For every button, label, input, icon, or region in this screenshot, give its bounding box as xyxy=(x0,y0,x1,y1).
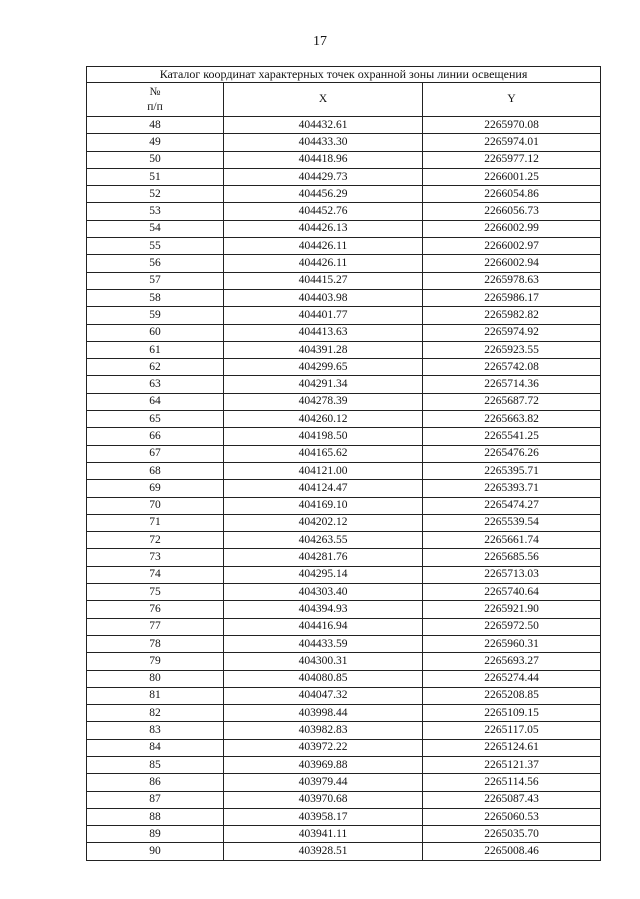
table-row xyxy=(87,238,601,255)
table-row xyxy=(87,324,601,341)
cell-x: 403970.68 xyxy=(224,791,423,808)
table-row xyxy=(87,705,601,722)
table-row xyxy=(87,376,601,393)
cell-number: 67 xyxy=(87,445,224,462)
cell-number: 48 xyxy=(87,117,224,134)
table-row xyxy=(87,843,601,860)
cell-number: 83 xyxy=(87,722,224,739)
cell-x: 404413.63 xyxy=(224,324,423,341)
cell-number: 51 xyxy=(87,168,224,185)
cell-x: 404260.12 xyxy=(224,411,423,428)
table-row xyxy=(87,808,601,825)
cell-y: 2266054.86 xyxy=(423,186,601,203)
cell-y: 2265035.70 xyxy=(423,826,601,843)
cell-y: 2265742.08 xyxy=(423,359,601,376)
cell-y: 2265393.71 xyxy=(423,480,601,497)
cell-x: 404416.94 xyxy=(224,618,423,635)
cell-number: 79 xyxy=(87,653,224,670)
cell-y: 2265970.08 xyxy=(423,117,601,134)
cell-y: 2265541.25 xyxy=(423,428,601,445)
cell-number: 85 xyxy=(87,756,224,773)
cell-number: 61 xyxy=(87,341,224,358)
cell-y: 2265986.17 xyxy=(423,289,601,306)
cell-x: 404202.12 xyxy=(224,514,423,531)
table-row xyxy=(87,186,601,203)
table-row xyxy=(87,791,601,808)
cell-number: 73 xyxy=(87,549,224,566)
header-number-line2: п/п xyxy=(147,100,163,113)
cell-y: 2265977.12 xyxy=(423,151,601,168)
table-row xyxy=(87,272,601,289)
cell-x: 404426.13 xyxy=(224,220,423,237)
cell-number: 68 xyxy=(87,462,224,479)
cell-x: 403998.44 xyxy=(224,705,423,722)
cell-number: 75 xyxy=(87,584,224,601)
table-row xyxy=(87,134,601,151)
cell-y: 2265740.64 xyxy=(423,584,601,601)
cell-number: 57 xyxy=(87,272,224,289)
cell-number: 59 xyxy=(87,307,224,324)
table-row xyxy=(87,462,601,479)
table-row xyxy=(87,203,601,220)
cell-number: 63 xyxy=(87,376,224,393)
cell-y: 2265693.27 xyxy=(423,653,601,670)
table-row xyxy=(87,341,601,358)
table-row xyxy=(87,756,601,773)
coordinates-table xyxy=(86,66,601,861)
table-row xyxy=(87,255,601,272)
cell-number: 90 xyxy=(87,843,224,860)
cell-number: 53 xyxy=(87,203,224,220)
cell-y: 2265960.31 xyxy=(423,635,601,652)
cell-x: 404291.34 xyxy=(224,376,423,393)
page-number: 17 xyxy=(313,34,327,49)
cell-x: 404121.00 xyxy=(224,462,423,479)
header-number-line1: № xyxy=(149,85,161,98)
cell-number: 54 xyxy=(87,220,224,237)
table-row xyxy=(87,480,601,497)
table-row xyxy=(87,307,601,324)
cell-number: 50 xyxy=(87,151,224,168)
table-row xyxy=(87,739,601,756)
cell-y: 2265121.37 xyxy=(423,756,601,773)
cell-number: 70 xyxy=(87,497,224,514)
cell-number: 66 xyxy=(87,428,224,445)
table-row xyxy=(87,722,601,739)
cell-y: 2265685.56 xyxy=(423,549,601,566)
cell-number: 71 xyxy=(87,514,224,531)
table-row xyxy=(87,168,601,185)
cell-x: 404263.55 xyxy=(224,532,423,549)
cell-y: 2265982.82 xyxy=(423,307,601,324)
table-row xyxy=(87,151,601,168)
header-y: Y xyxy=(423,83,601,117)
table-row xyxy=(87,359,601,376)
cell-y: 2265208.85 xyxy=(423,687,601,704)
cell-x: 404432.61 xyxy=(224,117,423,134)
cell-y: 2265008.46 xyxy=(423,843,601,860)
cell-x: 404415.27 xyxy=(224,272,423,289)
cell-y: 2266002.94 xyxy=(423,255,601,272)
cell-x: 404429.73 xyxy=(224,168,423,185)
cell-x: 404401.77 xyxy=(224,307,423,324)
table-row xyxy=(87,393,601,410)
table-row xyxy=(87,774,601,791)
cell-number: 80 xyxy=(87,670,224,687)
cell-number: 64 xyxy=(87,393,224,410)
table-row xyxy=(87,428,601,445)
cell-y: 2266056.73 xyxy=(423,203,601,220)
table-row xyxy=(87,549,601,566)
table-body xyxy=(87,117,601,861)
cell-x: 403941.11 xyxy=(224,826,423,843)
cell-y: 2265474.27 xyxy=(423,497,601,514)
cell-number: 87 xyxy=(87,791,224,808)
cell-number: 55 xyxy=(87,238,224,255)
table-row xyxy=(87,566,601,583)
cell-x: 404452.76 xyxy=(224,203,423,220)
cell-x: 404169.10 xyxy=(224,497,423,514)
cell-y: 2265923.55 xyxy=(423,341,601,358)
table-row xyxy=(87,687,601,704)
cell-y: 2265974.01 xyxy=(423,134,601,151)
table-row xyxy=(87,117,601,134)
table-row xyxy=(87,289,601,306)
cell-x: 404198.50 xyxy=(224,428,423,445)
cell-y: 2265087.43 xyxy=(423,791,601,808)
cell-y: 2265476.26 xyxy=(423,445,601,462)
cell-number: 74 xyxy=(87,566,224,583)
cell-x: 404124.47 xyxy=(224,480,423,497)
cell-y: 2265974.92 xyxy=(423,324,601,341)
table-row xyxy=(87,601,601,618)
cell-number: 49 xyxy=(87,134,224,151)
cell-y: 2265395.71 xyxy=(423,462,601,479)
cell-number: 86 xyxy=(87,774,224,791)
cell-x: 404426.11 xyxy=(224,255,423,272)
cell-number: 78 xyxy=(87,635,224,652)
cell-x: 404080.85 xyxy=(224,670,423,687)
cell-x: 404433.30 xyxy=(224,134,423,151)
cell-x: 403969.88 xyxy=(224,756,423,773)
table-row xyxy=(87,411,601,428)
cell-number: 77 xyxy=(87,618,224,635)
cell-y: 2265921.90 xyxy=(423,601,601,618)
cell-x: 403972.22 xyxy=(224,739,423,756)
header-number xyxy=(87,83,224,117)
cell-y: 2265117.05 xyxy=(423,722,601,739)
cell-number: 81 xyxy=(87,687,224,704)
cell-y: 2265539.54 xyxy=(423,514,601,531)
cell-x: 404278.39 xyxy=(224,393,423,410)
cell-x: 404165.62 xyxy=(224,445,423,462)
cell-x: 403982.83 xyxy=(224,722,423,739)
table-row xyxy=(87,618,601,635)
table-row xyxy=(87,670,601,687)
cell-x: 404456.29 xyxy=(224,186,423,203)
cell-number: 82 xyxy=(87,705,224,722)
cell-x: 404303.40 xyxy=(224,584,423,601)
cell-x: 404433.59 xyxy=(224,635,423,652)
cell-number: 60 xyxy=(87,324,224,341)
cell-number: 72 xyxy=(87,532,224,549)
table-row xyxy=(87,514,601,531)
cell-x: 404295.14 xyxy=(224,566,423,583)
cell-x: 403979.44 xyxy=(224,774,423,791)
table-row xyxy=(87,584,601,601)
cell-number: 65 xyxy=(87,411,224,428)
cell-y: 2265060.53 xyxy=(423,808,601,825)
table-row xyxy=(87,532,601,549)
table-row xyxy=(87,445,601,462)
cell-number: 89 xyxy=(87,826,224,843)
cell-y: 2265978.63 xyxy=(423,272,601,289)
table-row xyxy=(87,653,601,670)
cell-x: 403928.51 xyxy=(224,843,423,860)
cell-y: 2266002.97 xyxy=(423,238,601,255)
cell-y: 2265661.74 xyxy=(423,532,601,549)
cell-y: 2265124.61 xyxy=(423,739,601,756)
table-title: Каталог координат характерных точек охранной зоны линии освещения xyxy=(87,67,601,83)
cell-x: 404403.98 xyxy=(224,289,423,306)
cell-y: 2265274.44 xyxy=(423,670,601,687)
cell-y: 2265714.36 xyxy=(423,376,601,393)
table-row xyxy=(87,635,601,652)
cell-y: 2265972.50 xyxy=(423,618,601,635)
cell-y: 2265687.72 xyxy=(423,393,601,410)
cell-x: 404281.76 xyxy=(224,549,423,566)
cell-y: 2265114.56 xyxy=(423,774,601,791)
cell-x: 404047.32 xyxy=(224,687,423,704)
cell-y: 2266001.25 xyxy=(423,168,601,185)
cell-y: 2265713.03 xyxy=(423,566,601,583)
cell-x: 404300.31 xyxy=(224,653,423,670)
cell-number: 62 xyxy=(87,359,224,376)
table-row xyxy=(87,497,601,514)
cell-x: 403958.17 xyxy=(224,808,423,825)
cell-x: 404299.65 xyxy=(224,359,423,376)
cell-number: 69 xyxy=(87,480,224,497)
cell-y: 2265109.15 xyxy=(423,705,601,722)
table-row xyxy=(87,826,601,843)
table-row xyxy=(87,220,601,237)
cell-number: 56 xyxy=(87,255,224,272)
cell-x: 404426.11 xyxy=(224,238,423,255)
cell-number: 76 xyxy=(87,601,224,618)
cell-y: 2266002.99 xyxy=(423,220,601,237)
cell-number: 58 xyxy=(87,289,224,306)
cell-x: 404418.96 xyxy=(224,151,423,168)
cell-number: 88 xyxy=(87,808,224,825)
cell-y: 2265663.82 xyxy=(423,411,601,428)
cell-x: 404394.93 xyxy=(224,601,423,618)
header-x: X xyxy=(224,83,423,117)
cell-x: 404391.28 xyxy=(224,341,423,358)
cell-number: 52 xyxy=(87,186,224,203)
cell-number: 84 xyxy=(87,739,224,756)
